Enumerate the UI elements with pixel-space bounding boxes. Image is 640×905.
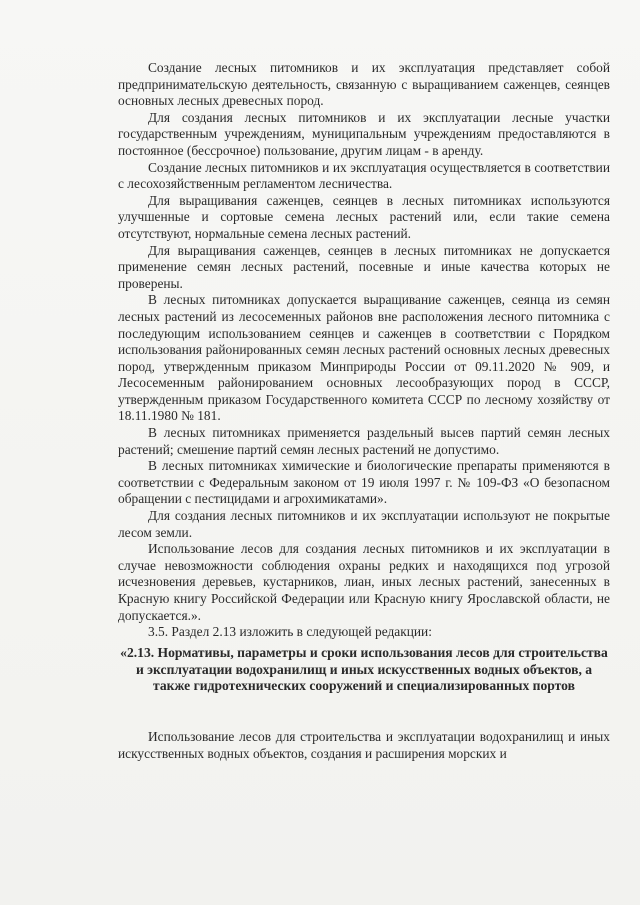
paragraph-seeds-unchecked: Для выращивания саженцев, сеянцев в лесных питомниках не допускается применение семян лесных растений, посевные и иные качества которых не проверены. bbox=[118, 242, 610, 291]
paragraph-nursery-definition: Создание лесных питомников и их эксплуатация представляет собой предпринимательскую деятельность, связанную с выращиванием саженцев, сеянцев основных лесных древесных пород. bbox=[118, 60, 610, 109]
paragraph-seeds-used: Для выращивания саженцев, сеянцев в лесных питомниках используются улучшенные и сортовые семена лесных растений или, если такие семена отсутствуют, нормальные семена лесных растений. bbox=[118, 192, 610, 241]
paragraph-chemicals: В лесных питомниках химические и биологические препараты применяются в соответствии с Федеральным законом от 19 июля 1997 г. № 109-ФЗ «О безопасном обращении с пестицидами и агрохимикатами». bbox=[118, 458, 610, 507]
paragraph-separate-sowing: В лесных питомниках применяется раздельный высев партий семян лесных растений; смешение партий семян лесных растений не допустимо. bbox=[118, 425, 610, 457]
section-heading-2-13: «2.13. Нормативы, параметры и сроки использования лесов для строительства и эксплуатации водохранилищ и иных искусственных водных объектов, а также гидротехнических сооружений и специализированных портов bbox=[120, 644, 608, 694]
paragraph-section-amendment: 3.5. Раздел 2.13 изложить в следующей редакции: bbox=[148, 624, 432, 640]
paragraph-red-book: Использование лесов для создания лесных питомников и их эксплуатации в случае невозможности соблюдения охраны редких и находящихся под угрозой исчезновения деревьев, кустарников, лиан, иных лесных растений, занесенных в Красную книгу Российской Федерации или Красную книгу Ярославской области, не допускается.». bbox=[118, 541, 610, 623]
paragraph-seed-zones: В лесных питомниках допускается выращивание саженцев, сеянца из семян лесных растений из лесосеменных районов вне расположения лесного питомника с последующим использованием сеянцев и саженцев в соответствии с Порядком использования районированных семян лесных растений основных лесных древесных пород, утвержденным приказом Минприроды России от 09.11.2020 № 909, и Лесосеменным районированием основных лесообразующих пород в СССР, утвержденным приказом Государственного комитета СССР по лесному хозяйству от 18.11.1980 № 181. bbox=[118, 292, 610, 424]
paragraph-land-provision: Для создания лесных питомников и их эксплуатации лесные участки государственным учреждениям, муниципальным учреждениям предоставляются в постоянное (бессрочное) пользование, другим лицам - в аренду. bbox=[118, 109, 610, 158]
paragraph-reservoirs: Использование лесов для строительства и эксплуатации водохранилищ и иных искусственных водных объектов, создания и расширения морских и bbox=[118, 729, 610, 761]
paragraph-regulation: Создание лесных питомников и их эксплуатация осуществляется в соответствии с лесохозяйственным регламентом лесничества. bbox=[118, 159, 610, 192]
document-body bbox=[118, 60, 610, 762]
paragraph-unforested-land: Для создания лесных питомников и их эксплуатации используют не покрытые лесом земли. bbox=[118, 508, 610, 540]
